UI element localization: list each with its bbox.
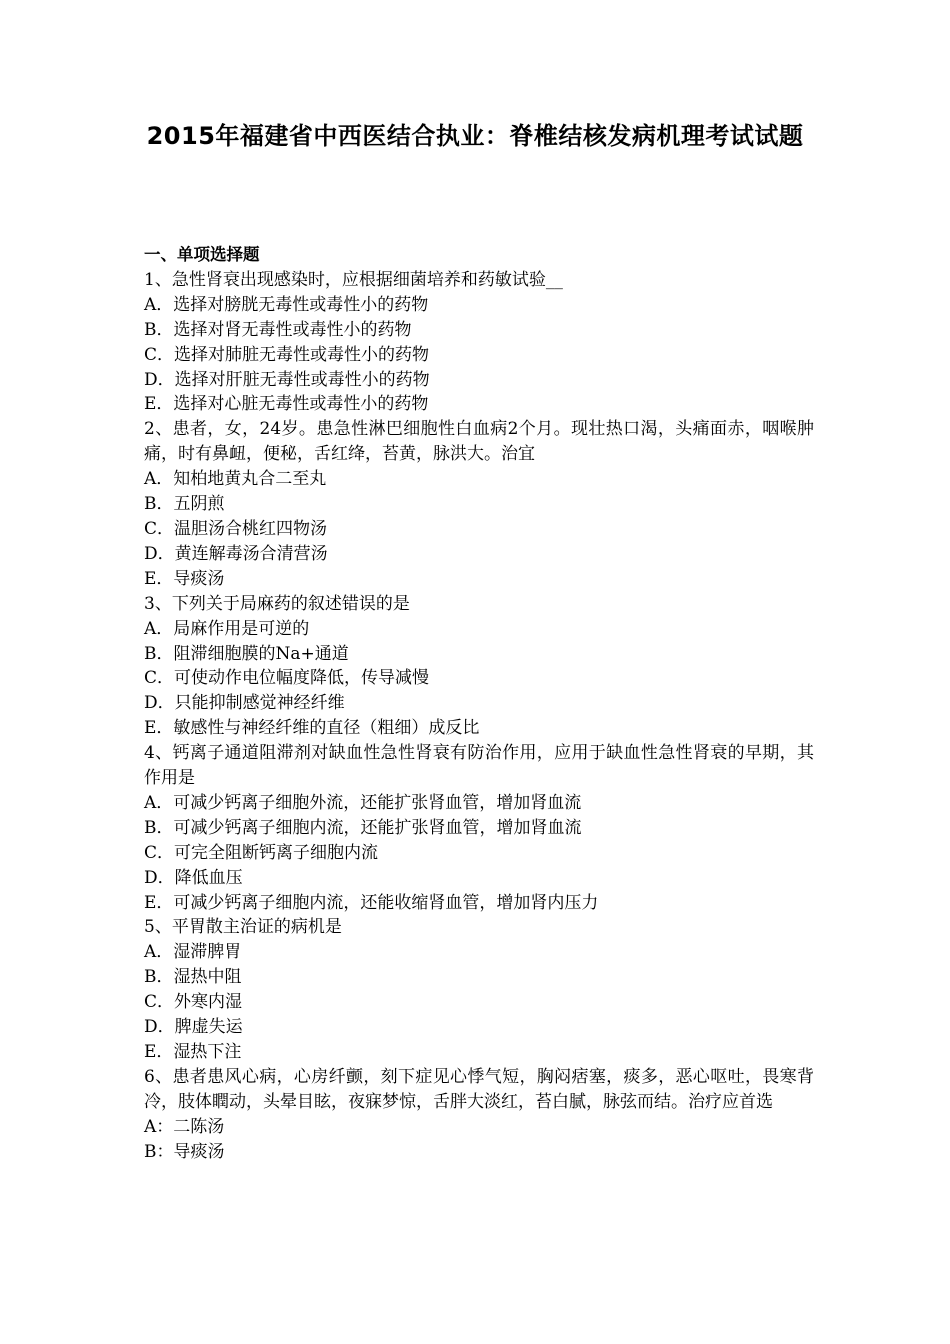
- option-b: B．五阴煎: [144, 494, 225, 515]
- option-b: B．可减少钙离子细胞内流，还能扩张肾血管，增加肾血流: [144, 817, 582, 838]
- question-3: [144, 592, 814, 741]
- option-b: B．湿热中阻: [144, 967, 242, 988]
- option-c: C．温胆汤合桃红四物汤: [144, 518, 328, 539]
- option-e: E．敏感性与神经纤维的直径（粗细）成反比: [144, 718, 480, 739]
- option-e: E．湿热下注: [144, 1042, 242, 1062]
- option-c: C．外寒内湿: [144, 992, 243, 1013]
- option-c: C．可使动作电位幅度降低，传导减慢: [144, 668, 430, 689]
- option-d: D．黄连解毒汤合清营汤: [144, 543, 328, 564]
- question-stem: 4、钙离子通道阻滞剂对缺血性急性肾衰有防治作用，应用于缺血性急性肾衰的早期，其作用是: [144, 743, 814, 789]
- option-d: D．只能抑制感觉神经纤维: [144, 693, 345, 714]
- option-a: A．湿滞脾胃: [144, 942, 242, 963]
- question-stem: 3、下列关于局麻药的叙述错误的是: [144, 593, 410, 614]
- question-1: [144, 268, 814, 417]
- option-b: B．选择对肾无毒性或毒性小的药物: [144, 319, 412, 340]
- option-d: D．降低血压: [144, 867, 243, 888]
- option-e: E．选择对心脏无毒性或毒性小的药物: [144, 394, 429, 415]
- option-a: A．选择对膀胱无毒性或毒性小的药物: [144, 294, 429, 315]
- option-a: A．局麻作用是可逆的: [144, 618, 310, 639]
- option-a: A：二陈汤: [144, 1116, 225, 1137]
- question-5: [144, 915, 814, 1064]
- question-stem: 6、患者患风心病，心房纤颤，刻下症见心悸气短，胸闷痞塞，痰多，恶心呕吐，畏寒背冷，肢体瞤动，头晕目眩，夜寐梦惊，舌胖大淡红，苔白腻，脉弦而结。治疗应首选: [144, 1066, 814, 1112]
- option-c: C．可完全阻断钙离子细胞内流: [144, 842, 379, 863]
- option-e: E．导痰汤: [144, 568, 225, 589]
- question-6: [144, 1065, 814, 1165]
- section-heading: 一、单项选择题: [144, 245, 260, 264]
- option-d: D．选择对肝脏无毒性或毒性小的药物: [144, 369, 430, 390]
- question-2: [144, 417, 814, 591]
- option-d: D．脾虚失运: [144, 1017, 243, 1038]
- option-e: E．可减少钙离子细胞内流，还能收缩肾血管，增加肾内压力: [144, 892, 599, 913]
- question-stem: 5、平胃散主治证的病机是: [144, 917, 342, 938]
- option-b: B：导痰汤: [144, 1141, 225, 1162]
- document-body: [144, 243, 814, 1165]
- option-a: A．可减少钙离子细胞外流，还能扩张肾血管，增加肾血流: [144, 792, 582, 813]
- question-4: [144, 741, 814, 915]
- document-title: 2015年福建省中西医结合执业：脊椎结核发病机理考试试题: [146, 122, 804, 150]
- question-stem: 1、急性肾衰出现感染时，应根据细菌培养和药敏试验__: [144, 269, 563, 290]
- question-stem: 2、患者，女，24岁。患急性淋巴细胞性白血病2个月。现壮热口渴，头痛面赤，咽喉肿痛，时有鼻衄，便秘，舌红绛，苔黄，脉洪大。治宜: [144, 419, 814, 465]
- option-c: C．选择对肺脏无毒性或毒性小的药物: [144, 344, 430, 365]
- option-b: B．阻滞细胞膜的Na+通道: [144, 643, 349, 664]
- option-a: A．知柏地黄丸合二至丸: [144, 469, 327, 490]
